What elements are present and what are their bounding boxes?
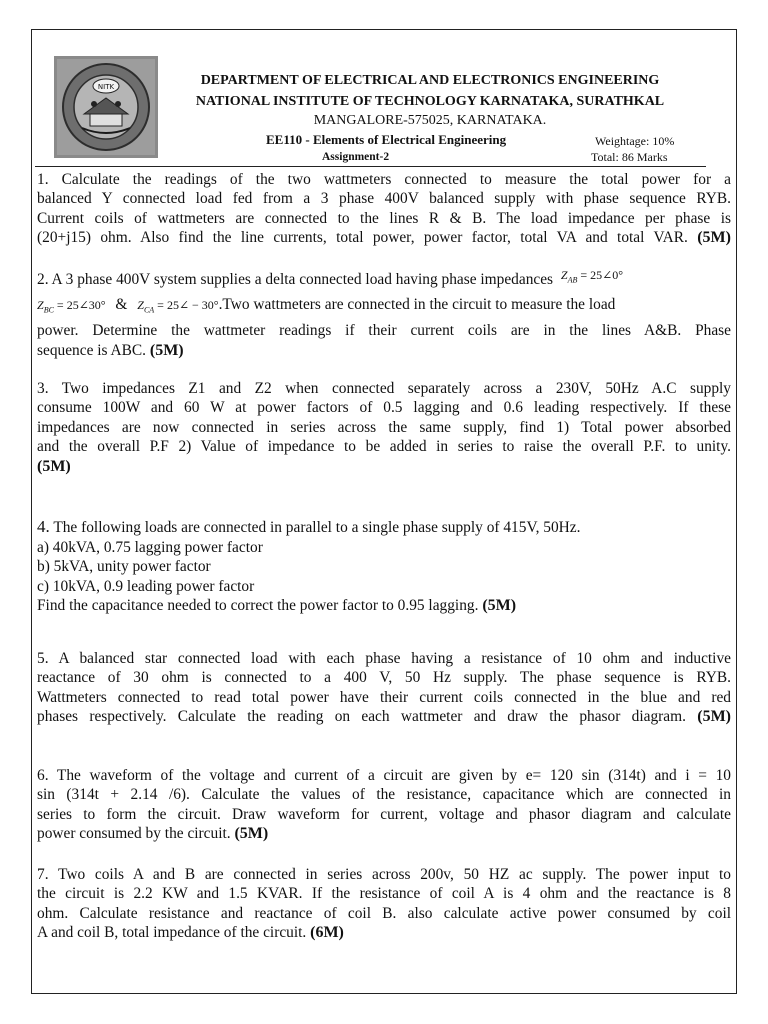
q5-line-3: Wattmeters connected to read total power have their current coils connected in the blue and red — [37, 688, 731, 706]
q6-line-1: 6. The waveform of the voltage and current of a circuit are given by e= 120 sin (314t) and i = 10 — [37, 767, 731, 784]
q3-line-3: impedances are now connected in series across the same supply, find 1) Total power absorbed — [37, 418, 731, 436]
q2-marks: (5M) — [149, 341, 184, 359]
z-ab-expression: ZAB = 25∠0° — [560, 268, 623, 285]
q7-line-1: 7. Two coils A and B are connected in series across 200v, 50 HZ ac supply. The power input to — [37, 866, 731, 883]
q6-line-4: power consumed by the circuit. (5M) — [37, 825, 269, 843]
weightage: Weightage: 10% — [595, 134, 675, 148]
q2-line-1-text: 2. A 3 phase 400V system supplies a delta connected load having phase impedances — [37, 271, 554, 288]
q4-option-b: b) 5kVA, unity power factor — [37, 558, 211, 575]
question-1 — [37, 170, 731, 248]
z-ca-expression: $Z_{CA}$ = 25∠ − 30° — [137, 298, 219, 315]
course-title: EE110 - Elements of Electrical Engineering — [266, 132, 507, 147]
q2-line-2-text: .Two wattmeters are connected in the circuit to measure the load — [218, 296, 616, 314]
q7-line-3: ohm. Calculate resistance and reactance of coil B. also calculate active power consumed by coil — [37, 904, 731, 922]
ampersand: & — [115, 296, 128, 314]
q5-line-1: 5. A balanced star connected load with each phase having a resistance of 10 ohm and inductive — [37, 650, 731, 667]
q7-marks: (6M) — [310, 924, 344, 942]
institute-title: NATIONAL INSTITUTE OF TECHNOLOGY KARNATAKA, SURATHKAL — [195, 94, 665, 109]
q5-line-2: reactance of 30 ohm is connected to a 400 V, 50 Hz supply. The phase sequence is RYB. — [37, 669, 731, 687]
q4-marks: (5M) — [482, 597, 517, 614]
q1-line-2: balanced Y connected load fed from a 3 phase 400V balanced supply with phase sequence RYB. — [37, 190, 731, 208]
svg-text:NITK: NITK — [97, 83, 115, 91]
q5-line-4: phases respectively. Calculate the reading on each wattmeter and draw the phasor diagram. (5M) — [37, 708, 731, 726]
q1-line-1: 1. Calculate the readings of the two wattmeters connected to measure the total power for a — [37, 171, 731, 188]
institute-address: MANGALORE-575025, KARNATAKA. — [313, 113, 547, 128]
q7-line-2: the circuit is 2.2 KW and 1.5 KVAR. If the resistance of coil A is 4 ohm and the reactance is 8 — [37, 885, 731, 903]
q1-line-3: Current coils of wattmeters are connected to the lines R & B. The load impedance per phase is — [37, 209, 731, 227]
z-bc-expression: $Z_{BC}$ = 25∠30° — [37, 298, 106, 315]
q6-marks: (5M) — [234, 825, 269, 843]
q2-line-4: sequence is ABC. (5M) — [37, 341, 184, 359]
q7-line-4: A and coil B, total impedance of the circuit. (6M) — [37, 924, 344, 942]
q4-option-c: c) 10kVA, 0.9 leading power factor — [37, 577, 255, 595]
q6-line-2: sin (314t + 2.14 /6). Calculate the values of the resistance, capacitance which are connected in — [37, 786, 731, 804]
department-title: DEPARTMENT OF ELECTRICAL AND ELECTRONICS ENGINEERING — [200, 73, 660, 88]
question-2 — [37, 270, 731, 361]
total-marks: Total: 86 Marks — [591, 150, 668, 164]
q2-line-3: power. Determine the wattmeter readings if their current coils are in the lines A&B. Phase — [37, 321, 731, 339]
q1-line-4 — [37, 228, 731, 247]
q5-marks: (5M) — [697, 708, 731, 726]
q3-line-2: consume 100W and 60 W at power factors of 0.5 lagging and 0.6 leading respectively. If these — [37, 399, 731, 417]
q3-line-1: 3. Two impedances Z1 and Z2 when connected separately across a 230V, 50Hz A.C supply — [37, 380, 731, 397]
institute-logo — [54, 56, 158, 158]
question-3 — [37, 379, 731, 476]
q6-line-3: series to form the circuit. Draw waveform for current, voltage and phasor diagram and calculate — [37, 805, 731, 823]
assignment-title: Assignment-2 — [322, 151, 390, 163]
question-4 — [37, 517, 731, 616]
q3-line-4: and the overall P.F 2) Value of impedance to be added in series to raise the overall P.F. to unity. — [37, 438, 731, 456]
q2-line-2 — [37, 295, 731, 320]
q4-line-1: 4. The following loads are connected in parallel to a single phase supply of 415V, 50Hz. — [37, 517, 581, 536]
q1-marks: (5M) — [697, 229, 731, 247]
q1-line-4-text: (20+j15) ohm. Also find the line currents, total power, power factor, total VA and total VAR. — [37, 229, 688, 247]
q2-line-1 — [37, 270, 731, 295]
question-7 — [37, 865, 731, 943]
q3-marks: (5M) — [37, 457, 71, 475]
question-6 — [37, 766, 731, 844]
q4-option-a: a) 40kVA, 0.75 lagging power factor — [37, 538, 263, 556]
q4-line-5: Find the capacitance needed to correct the power factor to 0.95 lagging. (5M) — [37, 597, 517, 614]
question-5 — [37, 649, 731, 727]
header-divider — [35, 166, 706, 167]
